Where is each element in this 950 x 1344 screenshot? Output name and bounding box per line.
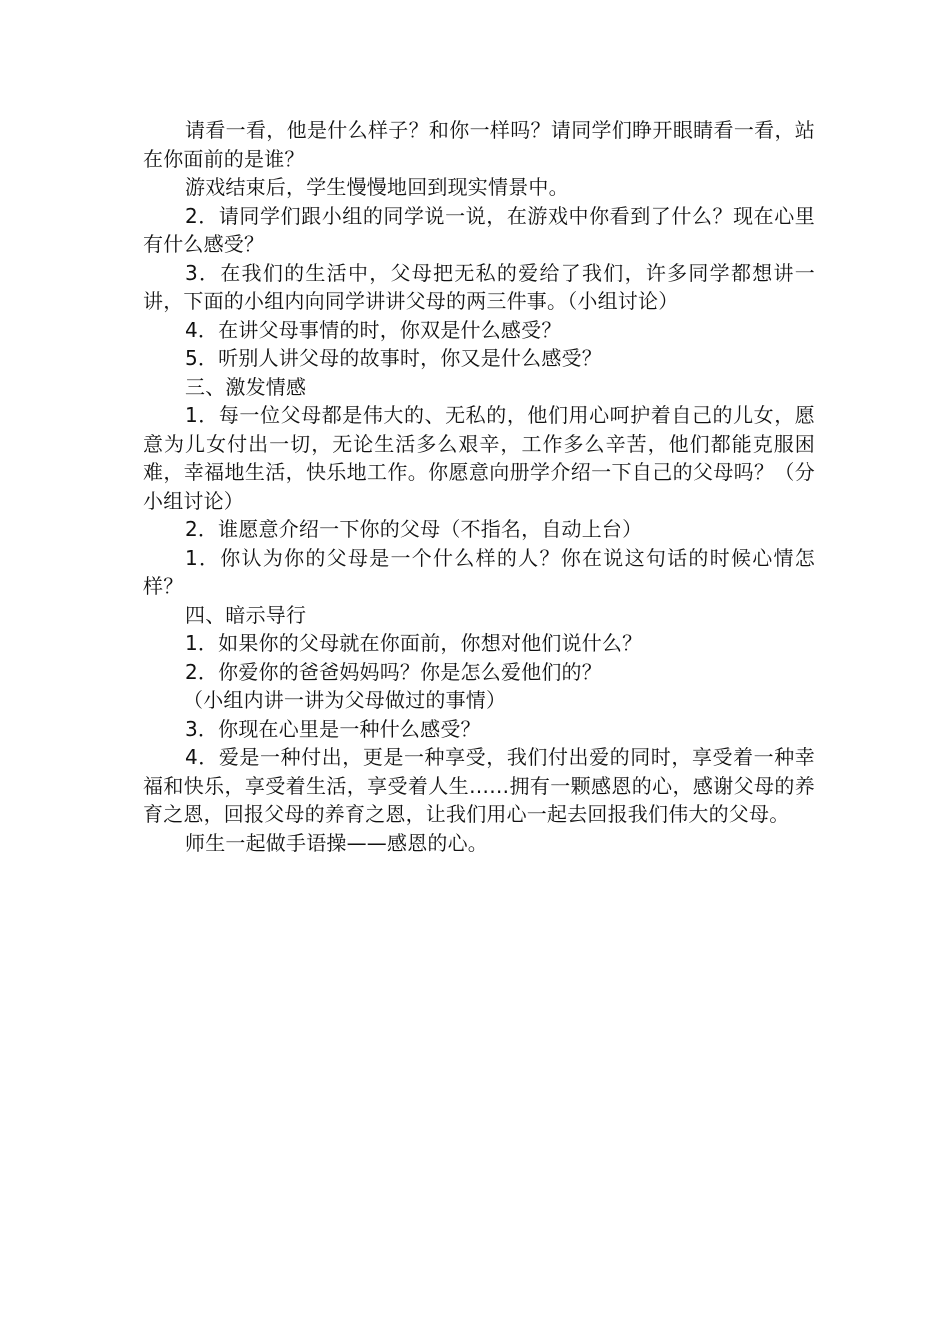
paragraph-item-3: 3．在我们的生活中，父母把无私的爱给了我们，许多同学都想讲一讲，下面的小组内向同学讲讲父母的两三件事。（小组讨论） <box>143 260 815 313</box>
document-body <box>143 116 815 857</box>
paragraph-look: 请看一看，他是什么样子？和你一样吗？请同学们睁开眼睛看一看，站在你面前的是谁？ <box>143 118 815 171</box>
paragraph-item-5: 5．听别人讲父母的故事时，你又是什么感受？ <box>185 346 602 370</box>
paragraph-guide-3: 3．你现在心里是一种什么感受？ <box>185 716 481 741</box>
paragraph-game-end: 游戏结束后，学生慢慢地回到现实情景中。 <box>185 175 569 199</box>
paragraph-guide-1: 1．如果你的父母就在你面前，你想对他们说什么？ <box>185 631 643 655</box>
section-heading-4: 四、暗示导行 <box>185 602 307 627</box>
paragraph-emotion-2: 2．谁愿意介绍一下你的父母（不指名，自动上台） <box>185 517 643 541</box>
paragraph-group-note: （小组内讲一讲为父母做过的事情） <box>183 688 507 712</box>
paragraph-guide-4: 4．爱是一种付出，更是一种享受，我们付出爱的同时，享受着一种幸福和快乐，享受着生活，享受着人生……拥有一颗感恩的心，感谢父母的养育之恩，回报父母的养育之恩，让我们用心一起去回报我们伟大的父母。 <box>143 745 815 826</box>
paragraph-guide-2: 2．你爱你的爸爸妈妈吗？你是怎么爱他们的？ <box>185 659 602 684</box>
paragraph-emotion-1b: 1．你认为你的父母是一个什么样的人？你在说这句话的时候心情怎样？ <box>143 545 815 598</box>
paragraph-emotion-1: 1．每一位父母都是伟大的、无私的，他们用心呵护着自己的儿女，愿意为儿女付出一切，无论生活多么艰辛，工作多么辛苦，他们都能克服困难，幸福地生活，快乐地工作。你愿意向册学介绍一下自己的父母吗？（分小组讨论） <box>143 403 815 513</box>
paragraph-closing: 师生一起做手语操——感恩的心。 <box>185 830 488 855</box>
section-heading-3: 三、激发情感 <box>185 374 307 399</box>
paragraph-item-2: 2．请同学们跟小组的同学说一说，在游戏中你看到了什么？现在心里有什么感受？ <box>143 203 815 256</box>
paragraph-item-4: 4．在讲父母事情的时，你双是什么感受？ <box>185 317 562 342</box>
